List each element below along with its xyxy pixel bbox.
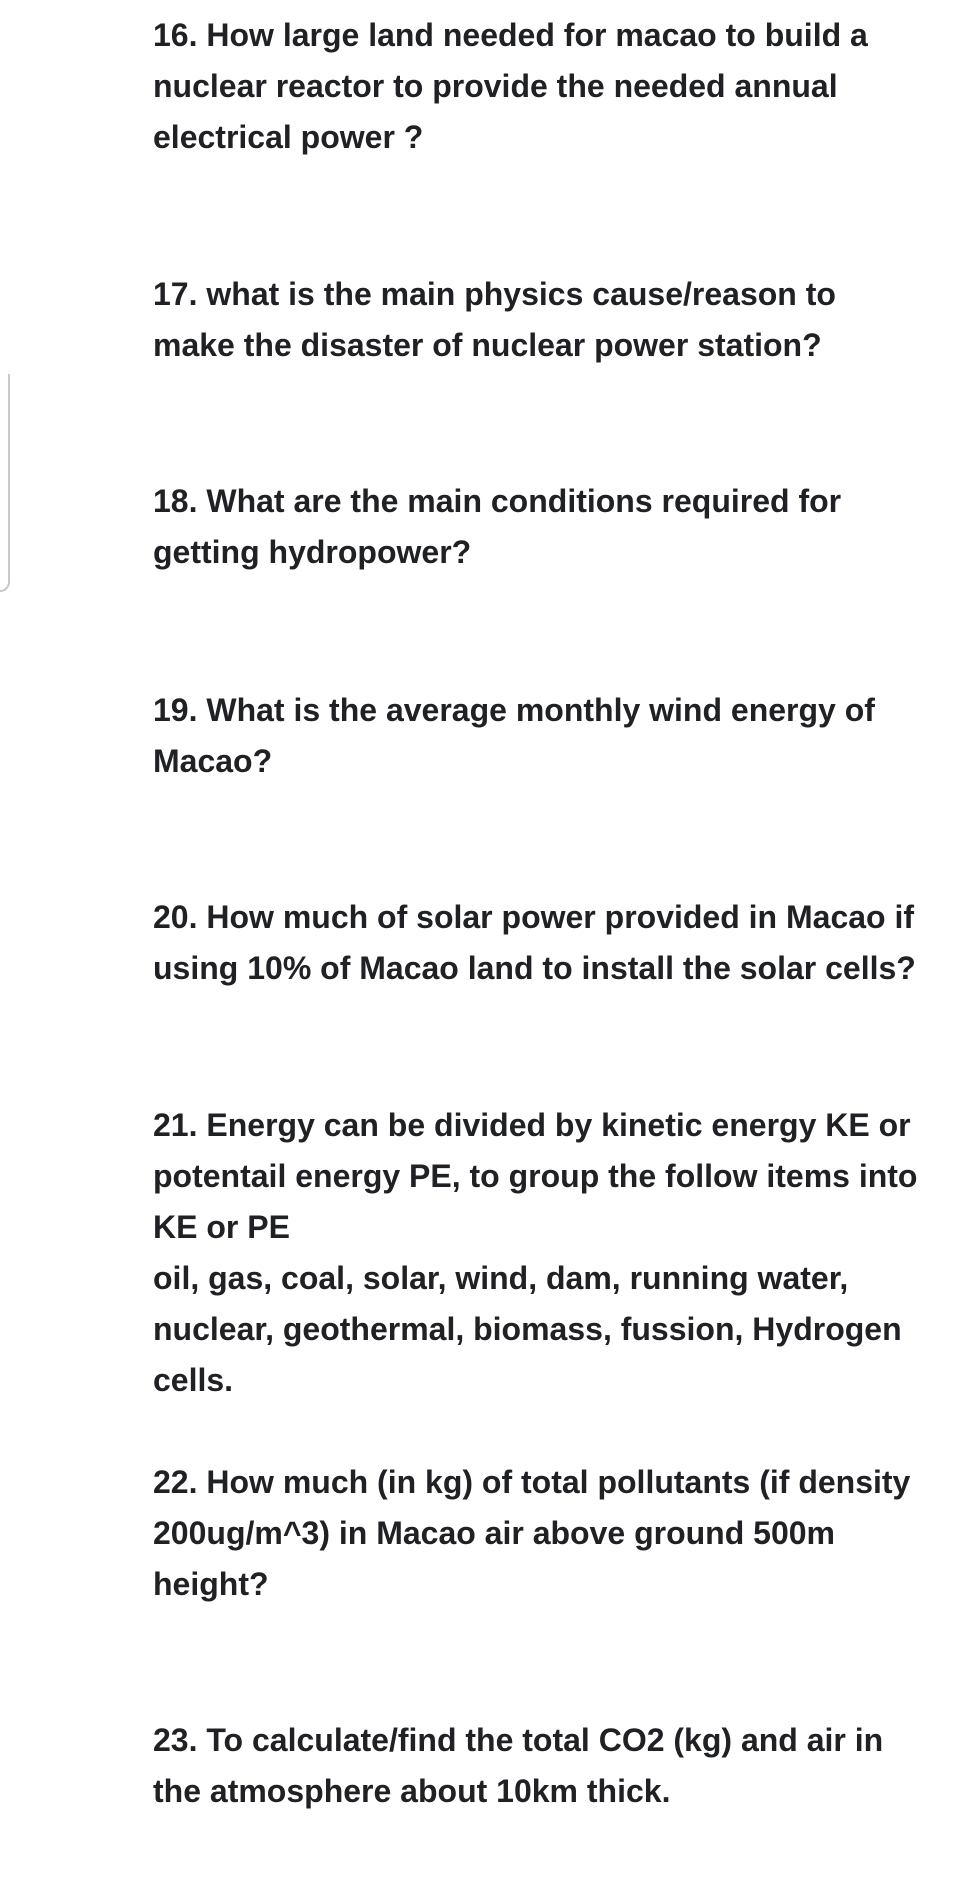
question-18-line-1: 18. What are the main conditions required for [153, 483, 842, 519]
question-21-line-4: oil, gas, coal, solar, wind, dam, running water, [153, 1260, 849, 1296]
question-20-line-1: 20. How much of solar power provided in Macao if [153, 899, 915, 935]
question-18-line-2: getting hydropower? [153, 534, 472, 570]
question-22-line-2: 200ug/m^3) in Macao air above ground 500m [153, 1515, 835, 1551]
question-21-line-6: cells. [153, 1362, 234, 1398]
question-23-line-1: 23. To calculate/find the total CO2 (kg) and air in [153, 1722, 884, 1758]
question-17-line-1: 17. what is the main physics cause/reason to [153, 276, 836, 312]
question-16-line-1: 16. How large land needed for macao to build a [153, 17, 868, 53]
question-21-line-5: nuclear, geothermal, biomass, fussion, Hydrogen [153, 1311, 902, 1347]
question-21-line-1: 21. Energy can be divided by kinetic energy KE or [153, 1107, 911, 1143]
question-17 [153, 269, 836, 371]
question-19-line-2: Macao? [153, 743, 273, 779]
question-20-line-2: using 10% of Macao land to install the solar cells? [153, 950, 916, 986]
question-17-line-2: make the disaster of nuclear power station? [153, 327, 822, 363]
scroll-edge-bracket [0, 374, 10, 592]
question-21-line-2: potentail energy PE, to group the follow items into [153, 1158, 918, 1194]
question-21 [153, 1100, 917, 1406]
question-20 [153, 892, 916, 994]
question-19 [153, 685, 875, 787]
question-23 [153, 1715, 883, 1817]
question-22-line-3: height? [153, 1566, 269, 1602]
question-18 [153, 476, 841, 578]
question-16 [153, 10, 868, 163]
question-22 [153, 1457, 910, 1610]
question-21-line-3: KE or PE [153, 1209, 290, 1245]
question-22-line-1: 22. How much (in kg) of total pollutants (if density [153, 1464, 911, 1500]
question-23-line-2: the atmosphere about 10km thick. [153, 1773, 671, 1809]
question-16-line-2: nuclear reactor to provide the needed annual [153, 68, 838, 104]
question-16-line-3: electrical power ? [153, 119, 424, 155]
question-19-line-1: 19. What is the average monthly wind energy of [153, 692, 875, 728]
